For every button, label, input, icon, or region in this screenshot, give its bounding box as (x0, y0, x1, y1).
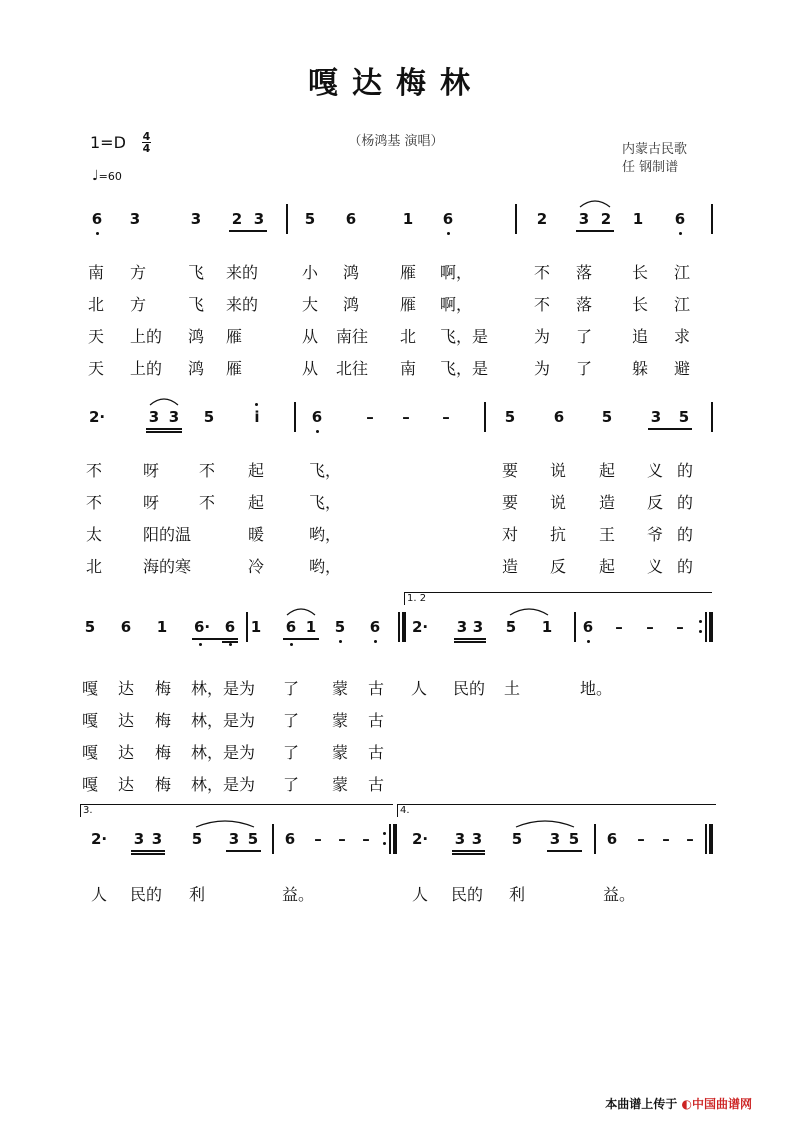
lyric: 江 (674, 295, 691, 314)
low-octave-dot (587, 640, 590, 643)
lyric: 起 (599, 557, 616, 576)
singer-credit: （杨鸿基 演唱） (348, 134, 444, 149)
staff-row-4 (0, 830, 792, 890)
note: 5 (191, 830, 203, 848)
note: 2 (600, 210, 612, 228)
note: 3 (228, 830, 240, 848)
lyric: 不 (86, 461, 103, 480)
lyric: 为 (534, 327, 551, 346)
lyric: 落 (576, 263, 593, 282)
lyric: 了 (283, 743, 300, 762)
lyric: 鸿 (343, 263, 360, 282)
lyric: 达 (118, 711, 135, 730)
repeat-barline (393, 824, 397, 854)
low-octave-dot (199, 643, 202, 646)
low-octave-dot (229, 643, 232, 646)
lyric: 天 (88, 359, 105, 378)
dash: – (314, 830, 322, 848)
slur-mark (578, 197, 612, 209)
lyric: 达 (118, 743, 135, 762)
barline (286, 204, 288, 234)
eighth-beam (648, 428, 692, 430)
eighth-beam (192, 638, 238, 640)
sixteenth-beam (146, 428, 182, 430)
lyric: 北 (86, 557, 103, 576)
lyric: 从 (302, 327, 319, 346)
lyric: 来的 (226, 263, 259, 282)
lyric: 小 (302, 263, 319, 282)
note: 1 (402, 210, 414, 228)
eighth-beam (229, 230, 267, 232)
note: 6 (284, 830, 296, 848)
time-signature: 4 4 (142, 130, 151, 155)
lyric: 啊， (440, 295, 473, 314)
repeat-dot (383, 842, 386, 845)
tempo-marking: ♩=60 (92, 168, 122, 184)
lyric: 古 (368, 711, 385, 730)
lyric: 反 (647, 493, 664, 512)
eighth-beam (226, 850, 261, 852)
note: 5 (601, 408, 613, 426)
lyric: 求 (674, 327, 691, 346)
slur-mark (194, 817, 256, 829)
note: 3 (190, 210, 202, 228)
lyric: 鸿 (188, 327, 205, 346)
barline (711, 402, 713, 432)
song-title: 嘎达梅林 (308, 66, 484, 101)
lyric: 从 (302, 359, 319, 378)
dash: – (402, 408, 410, 426)
repeat-barline (705, 612, 707, 642)
arranger-credit: 任 钢制谱 (622, 160, 679, 175)
lyric: 飞， (309, 461, 342, 480)
origin-credit: 内蒙古民歌 (622, 142, 688, 157)
lyric: 说 (550, 493, 567, 512)
lyric: 嘎 (82, 775, 99, 794)
note: i (254, 408, 260, 426)
note: 6 (606, 830, 618, 848)
site-logo[interactable]: ◐中国曲谱网 (681, 1097, 752, 1111)
note: 3 (472, 618, 484, 636)
barline (594, 824, 596, 854)
lyric: 长 (632, 263, 649, 282)
lyric: 民的 (130, 885, 163, 904)
lyric: 啊， (440, 263, 473, 282)
sixteenth-beam (452, 850, 485, 852)
lyric: 了 (576, 327, 593, 346)
lyric: 古 (368, 775, 385, 794)
low-octave-dot (290, 643, 293, 646)
lyric: 嘎 (82, 743, 99, 762)
lyric: 抗 (550, 525, 567, 544)
low-octave-dot (339, 640, 342, 643)
lyric: 雁 (400, 295, 417, 314)
lyric: 嘎 (82, 711, 99, 730)
lyric: 呀 (143, 461, 160, 480)
sixteenth-beam (454, 641, 486, 643)
barline (484, 402, 486, 432)
lyric: 南 (400, 359, 417, 378)
lyric: 的 (677, 493, 694, 512)
low-octave-dot (316, 430, 319, 433)
note: 3 (151, 830, 163, 848)
barline (398, 612, 400, 642)
note: 3 (133, 830, 145, 848)
lyric: 大 (302, 295, 319, 314)
low-octave-dot (447, 232, 450, 235)
note: 3 (129, 210, 141, 228)
note: 5 (203, 408, 215, 426)
lyric: 不 (199, 461, 216, 480)
barline (294, 402, 296, 432)
lyric: 北 (88, 295, 105, 314)
sixteenth-beam (452, 853, 485, 855)
lyric: 暖 (248, 525, 265, 544)
dash: – (366, 408, 374, 426)
lyric: 益。 (603, 885, 636, 904)
sixteenth-beam (222, 641, 238, 643)
lyric: 民的 (453, 679, 486, 698)
sixteenth-beam (454, 638, 486, 640)
lyric: 利 (189, 885, 206, 904)
lyric: 林，是为 (191, 711, 256, 730)
note: 6 (91, 210, 103, 228)
note: 3 (650, 408, 662, 426)
dash: – (338, 830, 346, 848)
note: 3 (168, 408, 180, 426)
final-barline (705, 824, 707, 854)
lyric: 达 (118, 775, 135, 794)
note: 6 (674, 210, 686, 228)
volta-bracket-4: 4. (397, 804, 716, 817)
lyric: 王 (599, 525, 616, 544)
lyric: 人 (91, 885, 108, 904)
lyric: 上的 (130, 359, 163, 378)
lyric: 蒙 (332, 711, 349, 730)
lyric: 避 (674, 359, 691, 378)
lyric: 为 (534, 359, 551, 378)
lyric: 人 (411, 679, 428, 698)
dash: – (442, 408, 450, 426)
lyric: 落 (576, 295, 593, 314)
repeat-barline (709, 612, 713, 642)
lyric: 益。 (282, 885, 315, 904)
lyric: 追 (632, 327, 649, 346)
note: 2· (412, 618, 429, 636)
lyric: 梅 (155, 775, 172, 794)
note: 3 (148, 408, 160, 426)
dash: – (637, 830, 645, 848)
note: 5 (678, 408, 690, 426)
volta-bracket-3: 3. (80, 804, 393, 817)
lyric: 人 (412, 885, 429, 904)
lyric: 林，是为 (191, 775, 256, 794)
note: 6· (194, 618, 211, 636)
lyric: 了 (283, 679, 300, 698)
lyric: 蒙 (332, 775, 349, 794)
slur-mark (285, 605, 317, 617)
lyric: 要 (502, 493, 519, 512)
lyric: 反 (550, 557, 567, 576)
low-octave-dot (96, 232, 99, 235)
sixteenth-beam (131, 850, 165, 852)
final-barline (709, 824, 713, 854)
lyric: 飞，是 (440, 359, 489, 378)
lyric: 飞， (309, 493, 342, 512)
note: 2· (412, 830, 429, 848)
note: 2· (89, 408, 106, 426)
volta-bracket-1-2: 1. 2 (404, 592, 712, 605)
lyric: 天 (88, 327, 105, 346)
note: 5 (511, 830, 523, 848)
note: 3 (456, 618, 468, 636)
lyric: 的 (677, 461, 694, 480)
note: 1 (305, 618, 317, 636)
lyric: 来的 (226, 295, 259, 314)
lyric: 达 (118, 679, 135, 698)
note: 3 (549, 830, 561, 848)
lyric: 蒙 (332, 743, 349, 762)
dash: – (646, 618, 654, 636)
note: 6 (369, 618, 381, 636)
repeat-barline (389, 824, 391, 854)
slur-mark (148, 395, 180, 407)
quarter-note-icon: ♩ (92, 168, 99, 184)
lyric: 爷 (647, 525, 664, 544)
note: 3 (471, 830, 483, 848)
barline (272, 824, 274, 854)
lyric: 义 (647, 557, 664, 576)
lyric: 梅 (155, 711, 172, 730)
lyric: 梅 (155, 743, 172, 762)
lyric: 地。 (580, 679, 613, 698)
barline (574, 612, 576, 642)
note: 6 (345, 210, 357, 228)
lyric: 雁 (226, 359, 243, 378)
lyric: 飞，是 (440, 327, 489, 346)
note: 5 (247, 830, 259, 848)
dash: – (686, 830, 694, 848)
lyric: 起 (248, 461, 265, 480)
lyric: 不 (534, 295, 551, 314)
lyric: 南往 (336, 327, 369, 346)
lyric: 鸿 (343, 295, 360, 314)
lyric: 方 (130, 295, 147, 314)
note: 5 (304, 210, 316, 228)
dash: – (662, 830, 670, 848)
note: 5 (568, 830, 580, 848)
note: 5 (504, 408, 516, 426)
note: 1 (156, 618, 168, 636)
lyric: 北 (400, 327, 417, 346)
staff-row-3 (0, 618, 792, 678)
note: 6 (311, 408, 323, 426)
lyric: 不 (199, 493, 216, 512)
barline (711, 204, 713, 234)
note: 2 (536, 210, 548, 228)
dash: – (676, 618, 684, 636)
lyric: 雁 (226, 327, 243, 346)
lyric: 的 (677, 557, 694, 576)
sixteenth-beam (146, 431, 182, 433)
lyric: 飞 (188, 295, 205, 314)
note: 2 (231, 210, 243, 228)
lyric: 阳的温 (143, 525, 192, 544)
lyric: 古 (368, 679, 385, 698)
lyric: 起 (248, 493, 265, 512)
lyric: 太 (86, 525, 103, 544)
lyric: 江 (674, 263, 691, 282)
note: 6 (224, 618, 236, 636)
lyric: 了 (576, 359, 593, 378)
lyric: 不 (534, 263, 551, 282)
footer-text: 本曲谱上传于 (605, 1097, 678, 1111)
lyric: 义 (647, 461, 664, 480)
note: 6 (120, 618, 132, 636)
repeat-dot (699, 620, 702, 623)
lyric: 方 (130, 263, 147, 282)
note: 1 (541, 618, 553, 636)
lyric: 蒙 (332, 679, 349, 698)
note: 3 (578, 210, 590, 228)
lyric: 的 (677, 525, 694, 544)
note: 6 (553, 408, 565, 426)
lyric: 哟， (309, 525, 342, 544)
lyric: 说 (550, 461, 567, 480)
note: 3 (454, 830, 466, 848)
logo-icon: ◐ (681, 1097, 692, 1111)
note: 5 (334, 618, 346, 636)
lyric: 要 (502, 461, 519, 480)
lyric: 林，是为 (191, 679, 256, 698)
upload-footer (605, 1095, 752, 1112)
lyric: 造 (502, 557, 519, 576)
note: 1 (632, 210, 644, 228)
lyric: 海的寒 (143, 557, 192, 576)
note: 6 (582, 618, 594, 636)
lyric: 对 (502, 525, 519, 544)
double-barline (402, 612, 406, 642)
lyric: 北往 (336, 359, 369, 378)
lyric: 南 (88, 263, 105, 282)
lyric: 民的 (451, 885, 484, 904)
lyric: 古 (368, 743, 385, 762)
lyric: 梅 (155, 679, 172, 698)
repeat-dot (383, 832, 386, 835)
eighth-beam (547, 850, 582, 852)
low-octave-dot (374, 640, 377, 643)
lyric: 冷 (248, 557, 265, 576)
barline (515, 204, 517, 234)
lyric: 林，是为 (191, 743, 256, 762)
lyric: 雁 (400, 263, 417, 282)
lyric: 飞 (188, 263, 205, 282)
lyric: 哟， (309, 557, 342, 576)
lyric: 起 (599, 461, 616, 480)
lyric: 土 (504, 679, 521, 698)
lyric: 躲 (632, 359, 649, 378)
dash: – (615, 618, 623, 636)
slur-mark (508, 605, 550, 617)
lyric: 造 (599, 493, 616, 512)
note: 6 (285, 618, 297, 636)
lyric: 上的 (130, 327, 163, 346)
note: 5 (84, 618, 96, 636)
eighth-beam (283, 638, 319, 640)
key-signature: 1=D (90, 133, 126, 152)
note: 5 (505, 618, 517, 636)
note: 2· (91, 830, 108, 848)
lyric: 长 (632, 295, 649, 314)
note: 6 (442, 210, 454, 228)
lyric: 了 (283, 711, 300, 730)
barline (246, 612, 248, 642)
note: 3 (253, 210, 265, 228)
low-octave-dot (679, 232, 682, 235)
lyric: 不 (86, 493, 103, 512)
lyric: 鸿 (188, 359, 205, 378)
high-octave-dot (255, 403, 258, 406)
dash: – (362, 830, 370, 848)
lyric: 嘎 (82, 679, 99, 698)
lyric: 利 (509, 885, 526, 904)
note: 1 (250, 618, 262, 636)
lyric: 呀 (143, 493, 160, 512)
slur-mark (514, 817, 576, 829)
sixteenth-beam (131, 853, 165, 855)
repeat-dot (699, 630, 702, 633)
eighth-beam (576, 230, 614, 232)
lyric: 了 (283, 775, 300, 794)
